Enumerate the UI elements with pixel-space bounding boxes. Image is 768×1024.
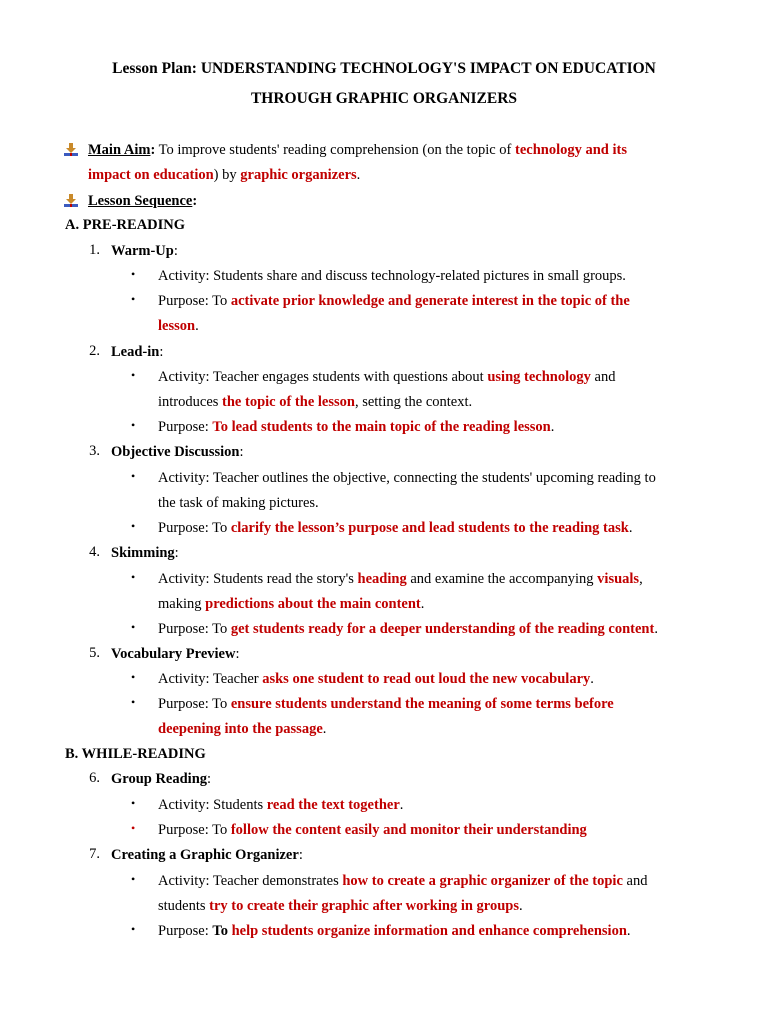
vocabulary-activity <box>158 670 594 688</box>
bullet-dot: • <box>131 570 136 584</box>
purpose-highlight: To lead students to the main topic of the reading lesson <box>212 419 551 435</box>
activity-highlight: visuals <box>597 571 640 587</box>
purpose-highlight: ensure students understand the meaning of some terms before <box>230 696 614 712</box>
bullet-dot: • <box>131 418 136 432</box>
purpose-text: Purpose: To <box>158 520 231 536</box>
activity-highlight: try to create their graphic after working in groups <box>209 898 519 914</box>
item-heading-warm-up <box>111 242 178 260</box>
purpose-text: Purpose: To <box>158 696 231 712</box>
activity-text: , setting the context. <box>354 394 473 410</box>
main-aim-label: Main Aim <box>88 142 151 158</box>
section-heading-pre-reading: A. PRE-READING <box>65 217 186 233</box>
warm-up-activity: Activity: Students share and discuss technology-related pictures in small groups. <box>158 268 626 284</box>
item-heading-vocabulary-preview <box>111 645 239 663</box>
activity-text: Activity: Teacher demonstrates <box>158 873 343 889</box>
list-number: 2. <box>89 343 100 359</box>
item-heading-graphic-organizer <box>111 846 303 864</box>
skimming-purpose <box>158 620 658 638</box>
bullet-dot: • <box>131 695 136 709</box>
activity-text: . <box>420 596 425 612</box>
activity-text: students <box>158 898 210 914</box>
item-colon: : <box>207 771 212 787</box>
activity-text: introduces <box>158 394 223 410</box>
activity-highlight: heading <box>357 571 407 587</box>
lesson-title-line2: THROUGH GRAPHIC ORGANIZERS <box>250 90 518 107</box>
purpose-period: . <box>550 419 555 435</box>
item-colon: : <box>174 545 179 561</box>
bullet-dot: • <box>131 292 136 306</box>
main-aim-highlight: graphic organizers <box>240 167 357 183</box>
purpose-to: To <box>212 923 228 939</box>
arrow-bullet-icon <box>64 194 78 208</box>
list-number: 7. <box>89 846 100 862</box>
purpose-period: . <box>626 923 631 939</box>
bullet-dot: • <box>131 267 136 281</box>
warm-up-purpose-line2 <box>158 317 199 335</box>
bullet-dot: • <box>131 922 136 936</box>
item-title: Creating a Graphic Organizer <box>111 847 299 863</box>
bullet-dot: • <box>131 620 136 634</box>
activity-highlight: the topic of the lesson <box>222 394 355 410</box>
purpose-period: . <box>654 621 658 637</box>
lead-in-activity-line2 <box>158 393 472 411</box>
activity-text: . <box>519 898 523 914</box>
group-reading-activity <box>158 796 403 814</box>
purpose-text: Purpose: To <box>158 293 231 309</box>
activity-text: Activity: Teacher engages students with questions about <box>158 369 488 385</box>
title-text: UNDERSTANDING TECHNOLOGY'S IMPACT ON EDUCATION <box>200 60 656 77</box>
activity-text: Activity: Students <box>158 797 267 813</box>
vocabulary-purpose-line1 <box>158 695 614 713</box>
main-aim-highlight: technology and its <box>515 142 628 158</box>
main-aim-highlight: impact on education <box>88 167 214 183</box>
bullet-dot: • <box>131 796 136 810</box>
item-heading-lead-in <box>111 343 163 361</box>
bullet-dot-red: • <box>131 821 136 835</box>
purpose-text: Purpose: To <box>158 822 231 838</box>
main-aim-text: ) by <box>213 167 241 183</box>
lesson-title-line1 <box>0 60 768 78</box>
purpose-period: . <box>195 318 199 334</box>
item-title: Group Reading <box>111 771 208 787</box>
list-number: 4. <box>89 544 100 560</box>
lesson-sequence-label: Lesson Sequence <box>88 193 193 209</box>
activity-highlight: how to create a graphic organizer of the topic <box>342 873 623 889</box>
activity-highlight: asks one student to read out loud the new vocabulary <box>262 671 591 687</box>
organizer-purpose <box>158 922 631 940</box>
activity-highlight: using technology <box>487 369 591 385</box>
section-heading-while-reading: B. WHILE-READING <box>65 746 206 762</box>
list-number: 5. <box>89 645 100 661</box>
lesson-sequence-colon: : <box>192 193 198 209</box>
activity-text: . <box>590 671 594 687</box>
activity-text: Activity: Teacher <box>158 671 263 687</box>
group-reading-purpose <box>158 821 587 839</box>
item-colon: : <box>173 243 178 259</box>
lead-in-purpose <box>158 418 554 436</box>
item-title: Objective Discussion <box>111 444 240 460</box>
skimming-activity-line1 <box>158 570 643 588</box>
organizer-activity-line2 <box>158 897 523 915</box>
activity-text: and examine the accompanying <box>406 571 598 587</box>
activity-highlight: read the text together <box>266 797 400 813</box>
main-aim-line2 <box>88 166 360 184</box>
list-number: 3. <box>89 443 100 459</box>
vocabulary-purpose-line2 <box>158 720 326 738</box>
activity-highlight: predictions about the main content <box>205 596 421 612</box>
purpose-highlight: clarify the lesson’s purpose and lead students to the reading task <box>230 520 629 536</box>
bullet-dot: • <box>131 519 136 533</box>
bullet-dot: • <box>131 670 136 684</box>
purpose-highlight: get students ready for a deeper understanding of the reading content <box>230 621 655 637</box>
activity-text: and <box>590 369 616 385</box>
purpose-highlight: lesson <box>158 318 196 334</box>
item-heading-group-reading <box>111 770 211 788</box>
lesson-sequence-heading <box>88 192 197 210</box>
item-colon: : <box>298 847 303 863</box>
lead-in-activity-line1 <box>158 368 615 386</box>
item-heading-objective-discussion <box>111 443 244 461</box>
objective-activity-line2: the task of making pictures. <box>158 495 319 511</box>
bullet-dot: • <box>131 872 136 886</box>
arrow-bullet-icon <box>64 143 78 157</box>
item-title: Skimming <box>111 545 175 561</box>
purpose-period: . <box>322 721 327 737</box>
purpose-highlight: activate prior knowledge and generate interest in the topic of the <box>230 293 630 309</box>
item-title: Vocabulary Preview <box>111 646 236 662</box>
activity-text: making <box>158 596 206 612</box>
main-aim-line1 <box>88 141 627 159</box>
item-title: Warm-Up <box>111 243 174 259</box>
objective-purpose <box>158 519 632 537</box>
activity-text: , <box>639 571 643 587</box>
main-aim-colon: : <box>150 142 156 158</box>
title-prefix: Lesson Plan: <box>112 60 201 77</box>
skimming-activity-line2 <box>158 595 424 613</box>
purpose-text: Purpose: <box>158 923 213 939</box>
bullet-dot: • <box>131 469 136 483</box>
item-colon: : <box>239 444 244 460</box>
main-aim-period: . <box>356 167 361 183</box>
item-colon: : <box>235 646 240 662</box>
item-heading-skimming <box>111 544 179 562</box>
bullet-dot: • <box>131 368 136 382</box>
item-title: Lead-in <box>111 344 160 360</box>
list-number: 1. <box>89 242 100 258</box>
purpose-text: Purpose: <box>158 419 213 435</box>
list-number: 6. <box>89 770 100 786</box>
purpose-period: . <box>628 520 633 536</box>
purpose-highlight: deepening into the passage <box>158 721 323 737</box>
item-colon: : <box>159 344 164 360</box>
main-aim-text: To improve students' reading comprehension (on the topic of <box>155 142 516 158</box>
activity-text: Activity: Students read the story's <box>158 571 358 587</box>
organizer-activity-line1 <box>158 872 647 890</box>
purpose-highlight: follow the content easily and monitor their understanding <box>230 822 587 838</box>
activity-text: and <box>622 873 648 889</box>
objective-activity-line1: Activity: Teacher outlines the objective, connecting the students' upcoming reading to <box>158 470 656 486</box>
purpose-text: Purpose: To <box>158 621 231 637</box>
purpose-highlight: help students organize information and enhance comprehension <box>231 923 627 939</box>
activity-text: . <box>399 797 404 813</box>
warm-up-purpose-line1 <box>158 292 630 310</box>
